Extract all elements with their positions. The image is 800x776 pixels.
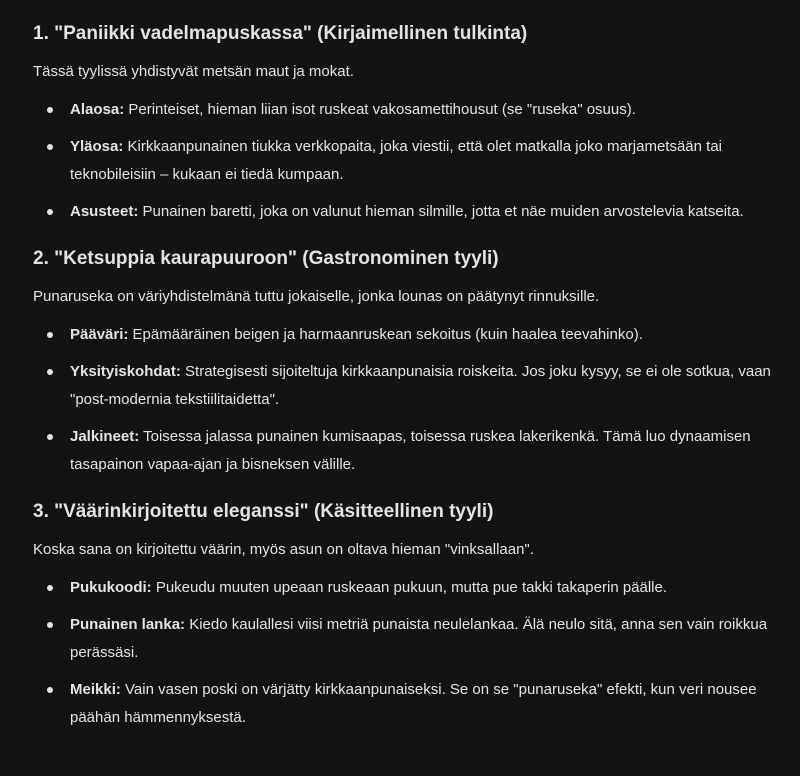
item-text: Epämääräinen beigen ja harmaanruskean sekoitus (kuin haalea teevahinko). [128, 326, 643, 343]
section-intro: Punaruseka on väriyhdistelmänä tuttu jokaiselle, jonka lounas on päätynyt rinnuksille. [33, 288, 600, 305]
bullet-icon [47, 332, 53, 338]
bullet-icon [47, 585, 53, 591]
list-item [33, 96, 773, 124]
list-item [33, 574, 773, 602]
item-text: Toisessa jalassa punainen kumisaapas, toisessa ruskea lakerikenkä. Tämä luo dynaamisen tasapainon vapaa-ajan ja bisneksen välille. [70, 428, 751, 473]
list-item [33, 611, 773, 667]
bullet-list [33, 321, 773, 479]
bullet-icon [47, 107, 53, 113]
item-term: Pääväri: [70, 326, 129, 343]
item-text: Vain vasen poski on värjätty kirkkaanpunaiseksi. Se on se "punaruseka" efekti, kun veri nousee päähän hämmennyksestä. [70, 681, 757, 726]
item-text: Punainen baretti, joka on valunut hieman silmille, jotta et näe muiden arvostelevia katseita. [138, 203, 744, 220]
item-term: Punainen lanka: [70, 616, 186, 633]
list-item [33, 133, 773, 189]
item-text: Kiedo kaulallesi viisi metriä punaista neulelankaa. Älä neulo sitä, anna sen vain roikkua perässäsi. [70, 616, 768, 661]
bullet-icon [47, 144, 53, 150]
item-term: Yksityiskohdat: [70, 363, 181, 380]
bullet-icon [47, 369, 53, 375]
item-term: Yläosa: [70, 138, 124, 155]
section-3 [33, 500, 773, 732]
bullet-icon [47, 434, 53, 440]
section-intro: Koska sana on kirjoitettu väärin, myös asun on oltava hieman "vinksallaan". [33, 541, 534, 558]
section-heading: 1. "Paniikki vadelmapuskassa" (Kirjaimellinen tulkinta) [33, 23, 528, 44]
item-term: Alaosa: [70, 101, 125, 118]
list-item [33, 676, 773, 732]
item-term: Asusteet: [70, 203, 139, 220]
item-text: Pukeudu muuten upeaan ruskeaan pukuun, mutta pue takki takaperin päälle. [151, 579, 668, 596]
bullet-icon [47, 687, 53, 693]
item-term: Meikki: [70, 681, 121, 698]
bullet-list [33, 574, 773, 732]
section-2 [33, 247, 773, 479]
list-item [33, 198, 773, 226]
list-item [33, 321, 773, 349]
list-item [33, 423, 773, 479]
section-heading: 2. "Ketsuppia kaurapuuroon" (Gastronominen tyyli) [33, 248, 499, 269]
list-item [33, 358, 773, 414]
item-text: Kirkkaanpunainen tiukka verkkopaita, joka viestii, että olet matkalla joko marjametsään tai teknobileisiin – kukaan ei tiedä kumpaan. [70, 138, 722, 183]
bullet-icon [47, 622, 53, 628]
item-term: Pukukoodi: [70, 579, 152, 596]
section-heading: 3. "Väärinkirjoitettu eleganssi" (Käsitteellinen tyyli) [33, 501, 494, 522]
section-intro: Tässä tyylissä yhdistyvät metsän maut ja mokat. [33, 63, 354, 80]
section-1 [33, 22, 773, 226]
item-term: Jalkineet: [70, 428, 140, 445]
item-text: Perinteiset, hieman liian isot ruskeat vakosamettihousut (se "ruseka" osuus). [124, 101, 636, 118]
bullet-list [33, 96, 773, 226]
item-text: Strategisesti sijoiteltuja kirkkaanpunaisia roiskeita. Jos joku kysyy, se ei ole sotkua, vaan "post-modernia tekstiilitaidetta". [70, 363, 771, 408]
bullet-icon [47, 209, 53, 215]
